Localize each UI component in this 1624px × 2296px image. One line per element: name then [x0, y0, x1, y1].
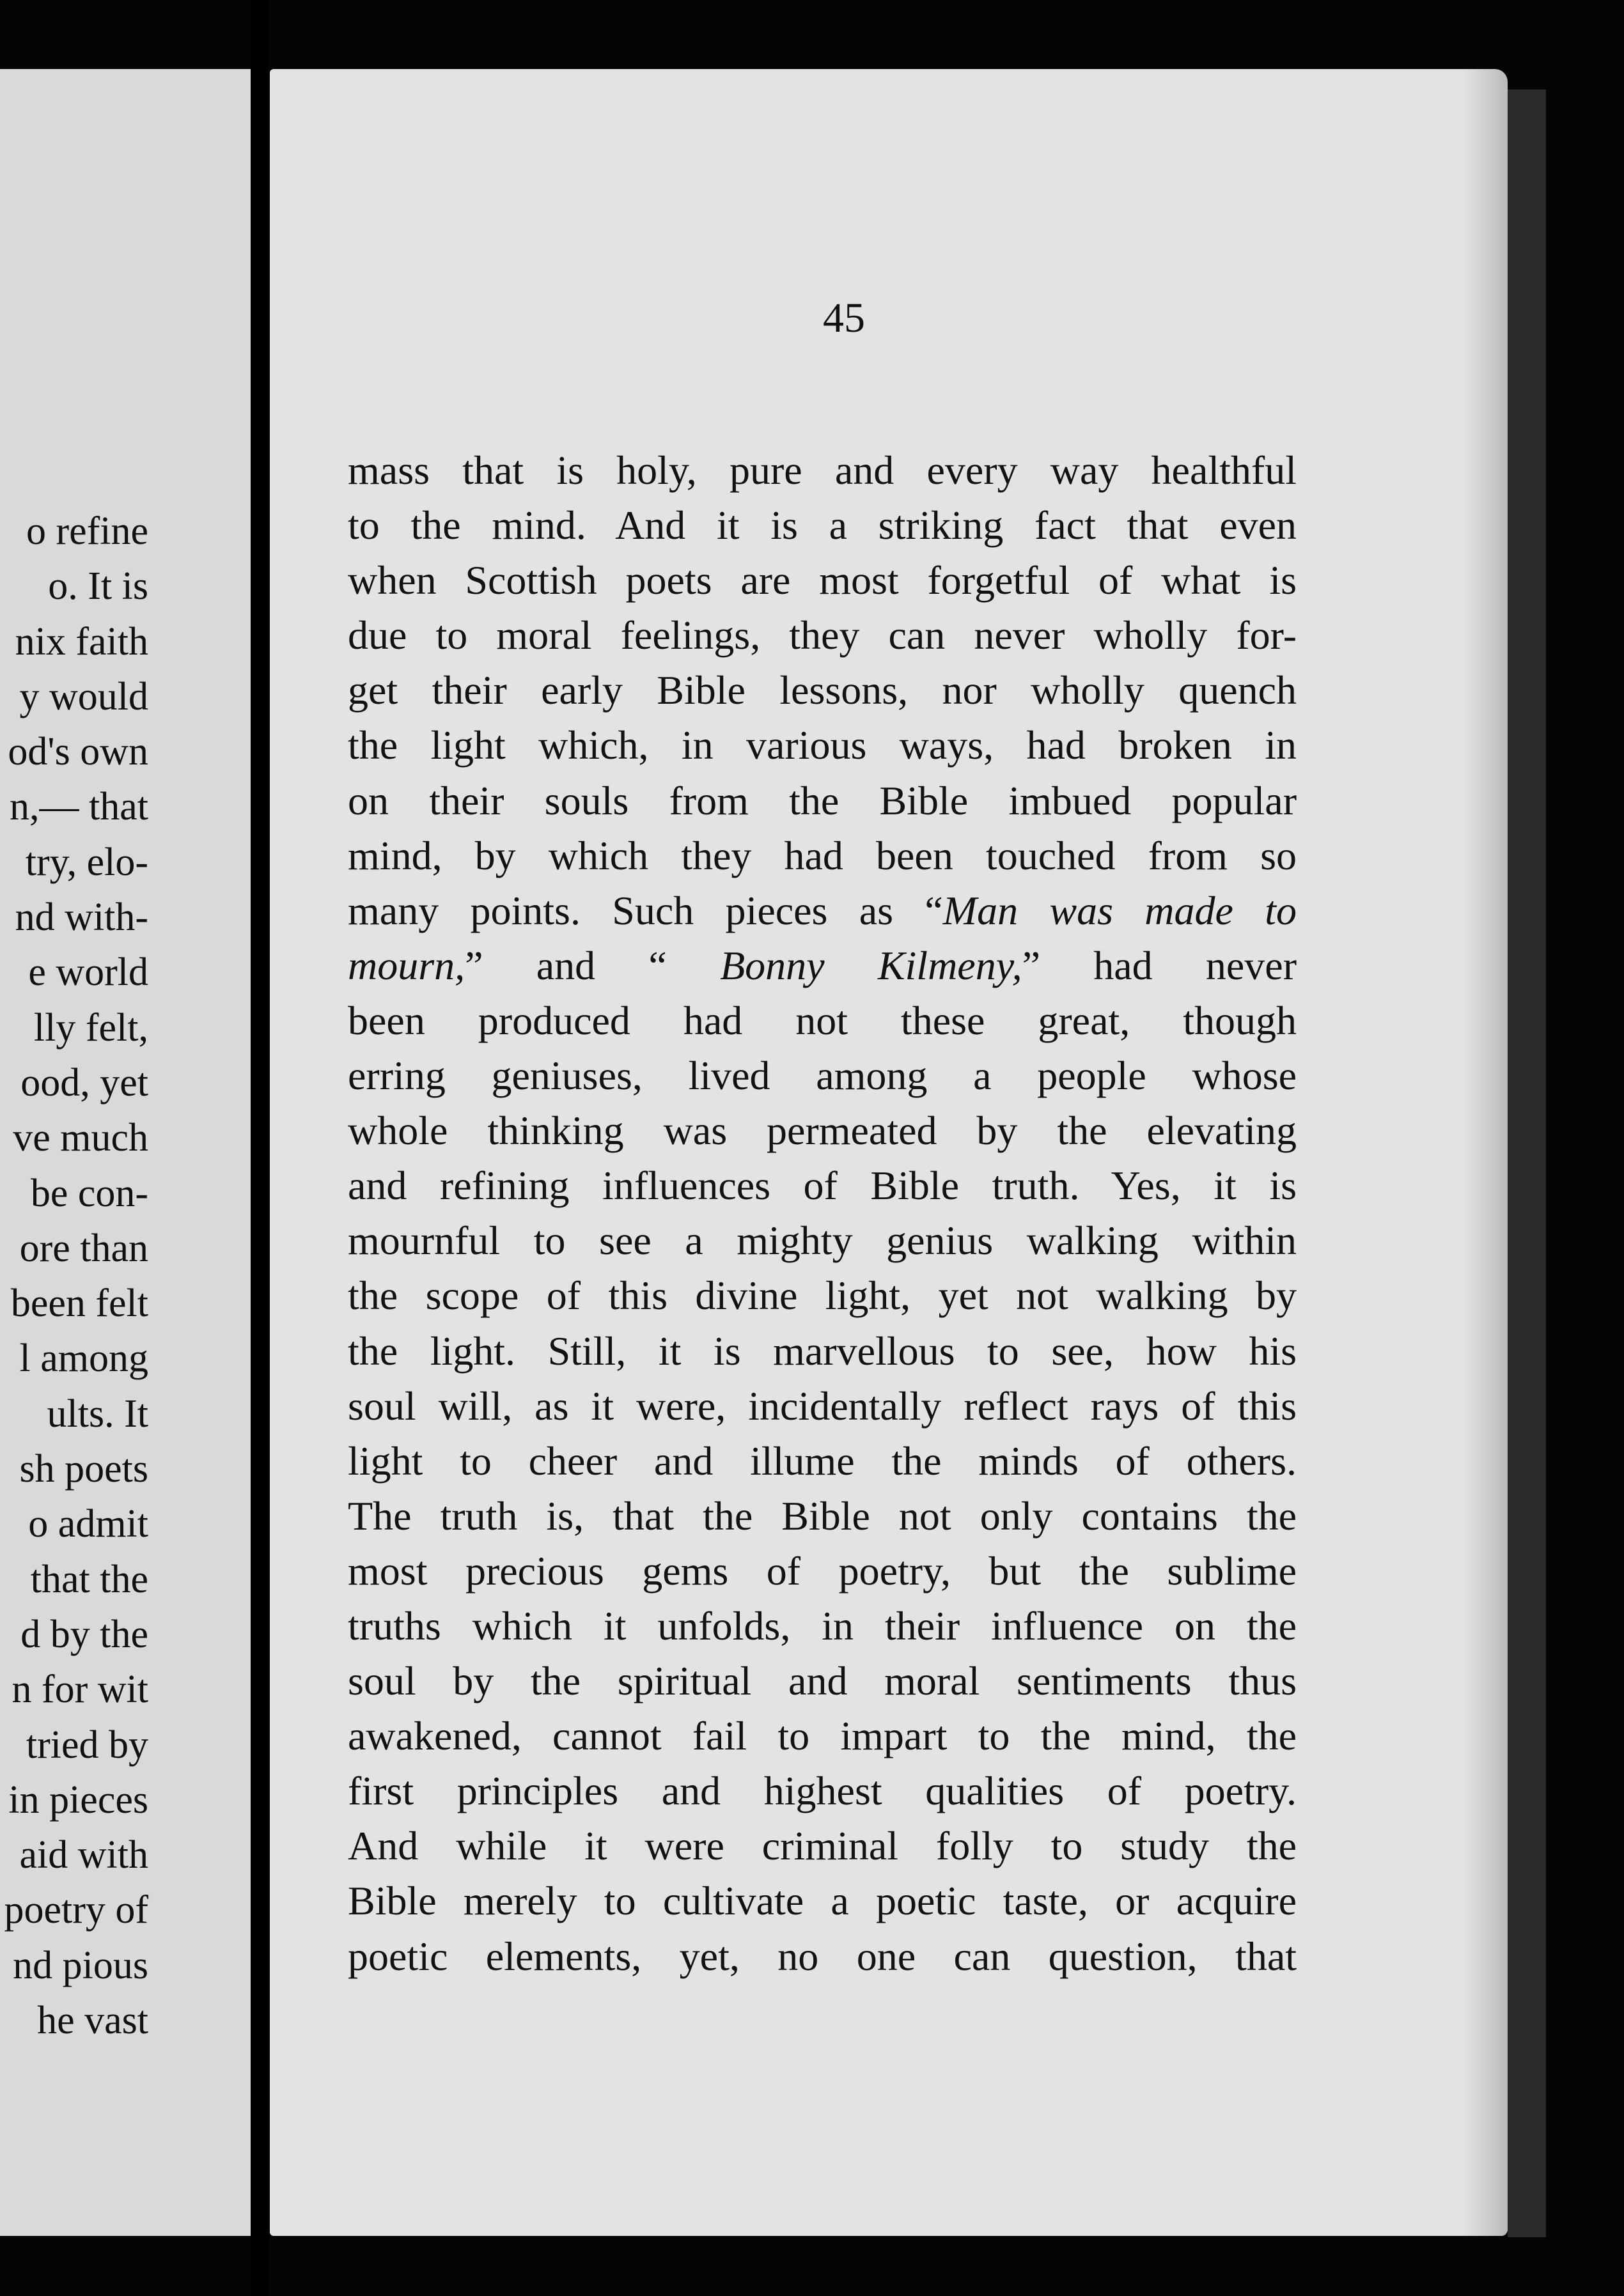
previous-page-line: y would [19, 674, 148, 718]
previous-page-line: e world [28, 950, 148, 995]
previous-page-line: poetry of [4, 1888, 148, 1932]
text-line: first principles and highest qualities of poetry. [348, 1768, 1297, 1814]
previous-page-line: ood, yet [20, 1060, 148, 1105]
text-line: soul by the spiritual and moral sentiments thus [348, 1658, 1297, 1704]
previous-page-line: tried by [26, 1723, 148, 1767]
previous-page-text [4, 504, 148, 2048]
previous-page-line: l among [19, 1337, 148, 1381]
previous-page-line: nix faith [15, 619, 148, 663]
text-line: the light. Still, it is marvellous to see, how his [348, 1328, 1297, 1374]
text-line: mind, by which they had been touched from so [348, 832, 1297, 878]
previous-page-line: n for wit [12, 1668, 148, 1712]
text-line: to the mind. And it is a striking fact that even [348, 502, 1297, 548]
page-body-text [348, 443, 1297, 1984]
previous-page-line: sh poets [19, 1447, 148, 1491]
text-line: poetic elements, yet, no one can question, that [348, 1933, 1297, 1979]
text-fragment: many points. Such pieces as “ [348, 887, 943, 933]
text-line: get their early Bible lessons, nor wholly quench [348, 667, 1297, 713]
previous-page-line: d by the [20, 1612, 148, 1656]
previous-page-line: lly felt, [33, 1005, 148, 1050]
text-line: whole thinking was permeated by the elevating [348, 1108, 1297, 1154]
previous-page-line: aid with [19, 1833, 148, 1877]
previous-page-line: in pieces [8, 1778, 148, 1822]
text-line: the light which, in various ways, had broken in [348, 722, 1297, 768]
text-line: truths which it unfolds, in their influence on the [348, 1602, 1297, 1648]
previous-page-line: o admit [28, 1502, 148, 1546]
page-edge-shadow [1508, 89, 1546, 2237]
previous-page-line: ore than [19, 1226, 148, 1270]
previous-page-line: ults. It [47, 1392, 148, 1436]
previous-page-line: n,— that [10, 785, 148, 829]
previous-page-line: been felt [10, 1282, 148, 1326]
text-line: when Scottish poets are most forgetful of what is [348, 557, 1297, 603]
text-line: light to cheer and illume the minds of others. [348, 1438, 1297, 1484]
text-line: The truth is, that the Bible not only contains the [348, 1493, 1297, 1539]
previous-page-line: ve much [13, 1116, 148, 1160]
previous-page-line: be con- [30, 1171, 148, 1215]
text-line [348, 938, 1297, 993]
previous-page-line: he vast [37, 1999, 148, 2043]
text-line: been produced had not these great, though [348, 997, 1297, 1043]
text-line: erring geniuses, lived among a people whose [348, 1053, 1297, 1099]
text-line: Bible merely to cultivate a poetic taste, or acquire [348, 1878, 1297, 1924]
previous-page-line: nd pious [13, 1943, 148, 1987]
previous-page-line: that the [30, 1557, 148, 1601]
text-line: due to moral feelings, they can never wholly for- [348, 612, 1297, 658]
previous-page-fragment [0, 69, 254, 2236]
previous-page-line: o refine [26, 509, 148, 553]
text-line: most precious gems of poetry, but the sublime [348, 1547, 1297, 1594]
text-line: awakened, cannot fail to impart to the mind, the [348, 1713, 1297, 1759]
text-line: mass that is holy, pure and every way healthful [348, 447, 1297, 493]
previous-page-line: o. It is [48, 564, 148, 609]
text-line: mournful to see a mighty genius walking within [348, 1218, 1297, 1264]
previous-page-line: nd with- [15, 896, 148, 940]
italic-title: Man was made to [942, 887, 1297, 933]
book-page [270, 69, 1508, 2236]
page-number: 45 [823, 295, 865, 341]
book-gutter [251, 0, 269, 2296]
text-line: soul will, as it were, incidentally reflect rays of this [348, 1383, 1297, 1429]
previous-page-line: od's own [8, 730, 148, 774]
previous-page-line: try, elo- [25, 840, 148, 884]
text-line: on their souls from the Bible imbued popular [348, 777, 1297, 823]
text-fragment: ” and “ [465, 942, 721, 988]
text-line: And while it were criminal folly to study the [348, 1823, 1297, 1869]
text-fragment: ” had never [1022, 942, 1297, 988]
text-line [348, 883, 1297, 938]
text-line: the scope of this divine light, yet not walking by [348, 1273, 1297, 1319]
italic-title: mourn, [348, 942, 465, 988]
text-line: and refining influences of Bible truth. Yes, it is [348, 1163, 1297, 1209]
italic-title: Bonny Kilmeny, [720, 942, 1022, 988]
